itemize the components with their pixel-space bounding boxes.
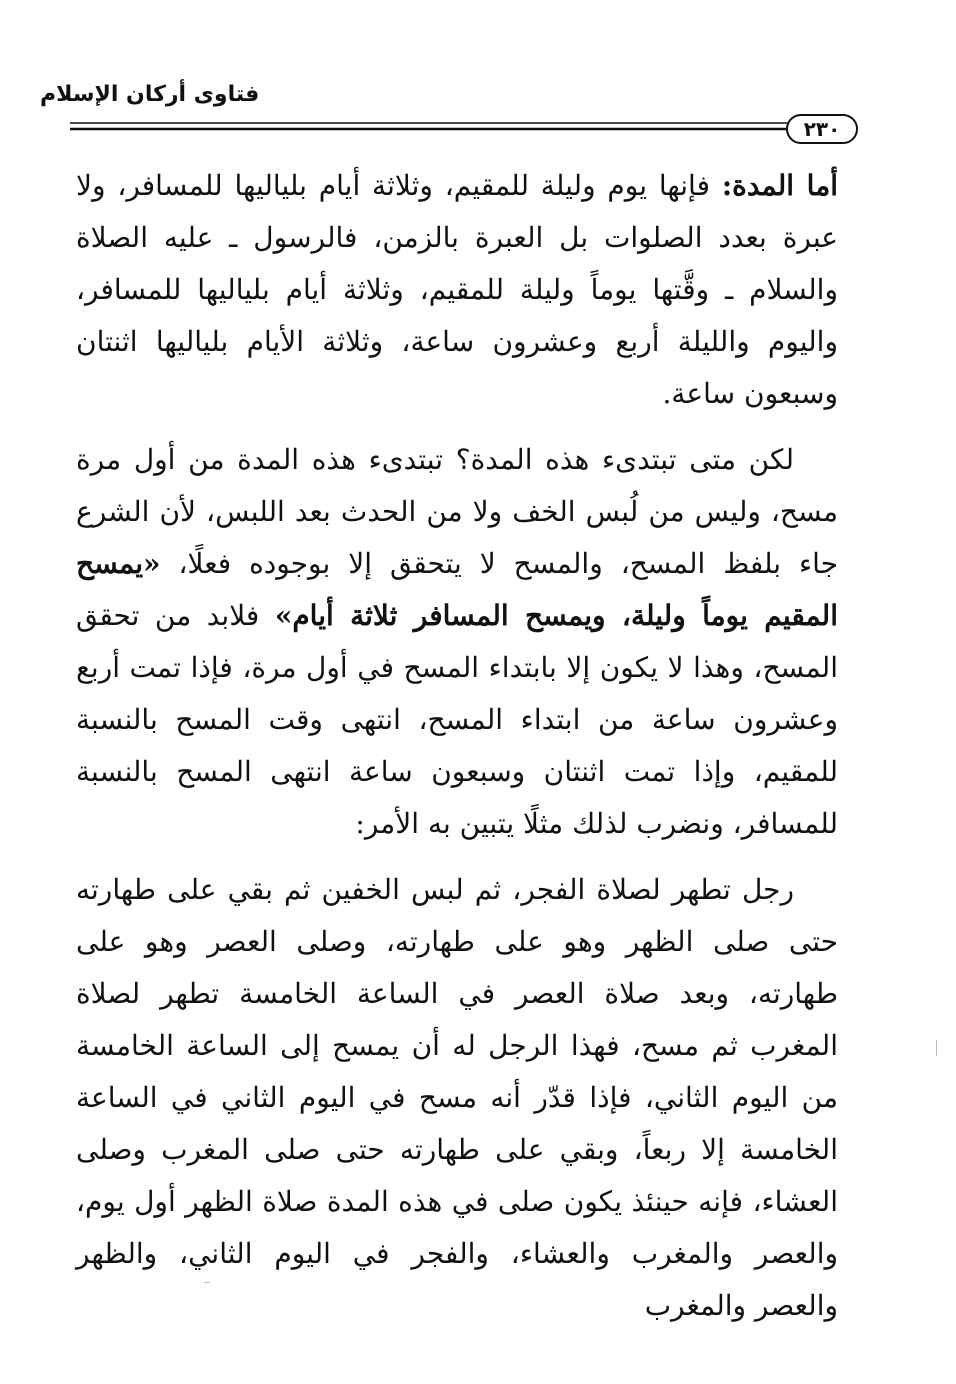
- running-header-title: فتاوى أركان الإسلام: [40, 82, 260, 107]
- paragraph-text: فإنها يوم وليلة للمقيم، وثلاثة أيام بلياليها للمسافر، ولا عبرة بعدد الصلوات بل العبرة بالزمن، فالرسول ـ عليه الصلاة والسلام ـ وقَّتها يوماً وليلة للمقيم، وثلاثة أيام بلياليها للمسافر، واليوم والليلة أربع وعشرون ساعة، وثلاثة الأيام بلياليها اثنتان وسبعون ساعة.: [76, 169, 838, 410]
- paragraph-text: فلابد من تحقق المسح، وهذا لا يكون إلا بابتداء المسح في أول مرة، فإذا تمت أربع وعشرون ساعة من ابتداء المسح، انتهى وقت المسح بالنسبة للمقيم، وإذا تمت اثنتان وسبعون ساعة انتهى المسح بالنسبة للمسافر، ونضرب لذلك مثلًا يتبين به الأمر:: [76, 599, 838, 840]
- page-number-badge: ٢٣٠: [786, 114, 858, 144]
- paragraph-text: لكن متى تبتدىء هذه المدة؟ تبتدىء هذه المدة من أول مرة مسح، وليس من لُبس الخف ولا من الحدث بعد اللبس، لأن الشرع جاء بلفظ المسح، والمسح لا يتحقق إلا بوجوده فعلًا،: [76, 443, 839, 580]
- margin-mark: [204, 1282, 210, 1283]
- header-rule: [70, 118, 790, 134]
- paragraph-start-of-period: [76, 434, 838, 850]
- paragraph-lead: أما المدة:: [721, 169, 838, 202]
- main-text: [76, 160, 838, 1346]
- margin-mark: [936, 1040, 937, 1056]
- hadith-quote: «يمسح المقيم يوماً وليلة، ويمسح المسافر ثلاثة أيام»: [76, 547, 838, 632]
- paragraph-duration: [76, 160, 838, 420]
- paragraph-example: [76, 864, 838, 1332]
- paragraph-text: رجل تطهر لصلاة الفجر، ثم لبس الخفين ثم بقي على طهارته حتى صلى الظهر وهو على طهارته، وصلى العصر وهو على طهارته، وبعد صلاة العصر في الساعة الخامسة تطهر لصلاة المغرب ثم مسح، فهذا الرجل له أن يمسح إلى الساعة الخامسة من اليوم الثاني، فإذا قدّر أنه مسح في اليوم الثاني في الساعة الخامسة إلا ربعاً، وبقي على طهارته حتى صلى المغرب وصلى العشاء، فإنه حينئذ يكون صلى في هذه المدة صلاة الظهر أول يوم، والعصر والمغرب والعشاء، والفجر في اليوم الثاني، والظهر والعصر والمغرب: [76, 873, 838, 1322]
